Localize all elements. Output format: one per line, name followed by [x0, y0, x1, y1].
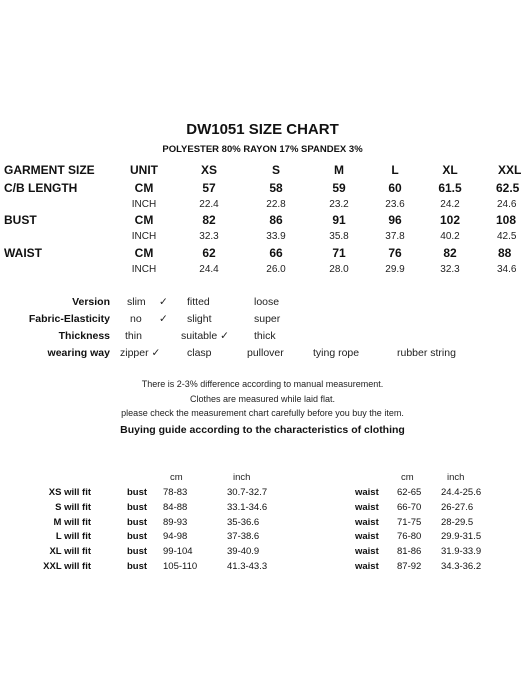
bust-cm-xl: 102 — [439, 213, 461, 227]
fit-waist-cm: 87-92 — [397, 561, 422, 572]
fit-waist-cm: 71-75 — [397, 517, 422, 528]
thickness-option: thin — [125, 330, 142, 342]
fit-bust-cm: 89-93 — [163, 517, 188, 528]
fit-bust-cm: 84-88 — [163, 502, 188, 513]
thickness-label: Thickness — [58, 330, 110, 342]
fit-bust-cm: 94-98 — [163, 531, 188, 542]
unit-cm: CM — [134, 213, 154, 227]
fit-bust-inch: 35-36.6 — [227, 517, 260, 528]
elasticity-label: Fabric-Elasticity — [28, 313, 110, 325]
bust-cm-l: 96 — [388, 213, 402, 227]
thickness-option: suitable ✓ — [181, 330, 229, 342]
measurement-note: please check the measurement chart carefully before you buy the item. — [121, 408, 404, 418]
garment-size-header: GARMENT SIZE — [4, 163, 95, 177]
bust-inch-xs: 32.3 — [199, 231, 219, 242]
fit-inch-header: inch — [447, 472, 465, 483]
wearing-way-label: wearing way — [47, 347, 110, 359]
fit-bust-cm: 78-83 — [163, 487, 188, 498]
elasticity-option: no — [130, 313, 142, 325]
wearing-option: zipper ✓ — [120, 347, 161, 359]
wearing-option: rubber string — [397, 347, 456, 359]
fit-waist-cm: 76-80 — [397, 531, 422, 542]
length-cm-l: 60 — [388, 181, 402, 195]
waist-cm-m: 71 — [332, 246, 346, 260]
bust-inch-xxl: 42.5 — [497, 231, 517, 242]
fit-waist-label: waist — [355, 561, 379, 572]
measurement-note: There is 2-3% difference according to manual measurement. — [141, 379, 384, 389]
fit-waist-label: waist — [355, 487, 379, 498]
fit-bust-inch: 39-40.9 — [227, 546, 260, 557]
measurement-note: Clothes are measured while laid flat. — [189, 394, 336, 404]
buying-guide-title: Buying guide according to the characteristics of clothing — [120, 424, 405, 436]
check-icon: ✓ — [159, 313, 168, 325]
fit-bust-inch: 41.3-43.3 — [227, 561, 268, 572]
wearing-option: tying rope — [313, 347, 360, 359]
fit-waist-inch: 28-29.5 — [441, 517, 474, 528]
fit-cm-header: cm — [401, 472, 414, 483]
length-cm-m: 59 — [332, 181, 346, 195]
waist-cm-l: 76 — [388, 246, 402, 260]
thickness-option: thick — [254, 330, 276, 342]
waist-inch-xxl: 34.6 — [497, 264, 517, 275]
waist-inch-l: 29.9 — [385, 264, 405, 275]
elasticity-option: super — [254, 313, 281, 325]
row-label-bust: BUST — [4, 213, 37, 227]
wearing-option: pullover — [247, 347, 284, 359]
size-header-s: S — [271, 163, 280, 177]
length-inch-xl: 24.2 — [440, 199, 460, 210]
waist-inch-xl: 32.3 — [440, 264, 460, 275]
fit-bust-cm: 99-104 — [163, 546, 193, 557]
length-inch-l: 23.6 — [385, 199, 405, 210]
waist-cm-xxl: 88 — [498, 246, 512, 260]
fit-waist-inch: 24.4-25.6 — [441, 487, 482, 498]
waist-cm-xl: 82 — [443, 246, 457, 260]
fit-waist-cm: 66-70 — [397, 502, 422, 513]
fit-waist-label: waist — [355, 502, 379, 513]
fit-bust-label: bust — [127, 487, 148, 498]
fit-row-label: S will fit — [55, 502, 91, 513]
size-header-l: L — [391, 163, 399, 177]
waist-cm-s: 66 — [269, 246, 283, 260]
fit-bust-label: bust — [127, 517, 148, 528]
fit-bust-inch: 33.1-34.6 — [227, 502, 268, 513]
fit-row-label: XS will fit — [48, 487, 91, 498]
fit-waist-inch: 29.9-31.5 — [441, 531, 482, 542]
size-header-xs: XS — [200, 163, 217, 177]
fit-waist-label: waist — [355, 531, 379, 542]
fit-row-label: M will fit — [53, 517, 91, 528]
fit-waist-label: waist — [355, 517, 379, 528]
fit-row-label: XL will fit — [49, 546, 91, 557]
version-option: fitted — [187, 296, 210, 308]
length-cm-xl: 61.5 — [438, 181, 462, 195]
elasticity-option: slight — [187, 313, 212, 325]
unit-inch: INCH — [131, 264, 157, 275]
version-label: Version — [72, 296, 110, 308]
unit-inch: INCH — [131, 231, 157, 242]
bust-inch-s: 33.9 — [266, 231, 286, 242]
length-inch-xxl: 24.6 — [497, 199, 517, 210]
fit-waist-label: waist — [355, 546, 379, 557]
size-header-xxl: XXL — [498, 163, 522, 177]
waist-inch-m: 28.0 — [329, 264, 349, 275]
wearing-option: clasp — [187, 347, 212, 359]
waist-inch-xs: 24.4 — [199, 264, 219, 275]
fit-waist-inch: 31.9-33.9 — [441, 546, 482, 557]
fit-bust-label: bust — [127, 546, 148, 557]
bust-inch-m: 35.8 — [329, 231, 349, 242]
bust-cm-m: 91 — [332, 213, 346, 227]
waist-cm-xs: 62 — [202, 246, 216, 260]
bust-cm-s: 86 — [269, 213, 283, 227]
unit-cm: CM — [134, 181, 154, 195]
bust-cm-xxl: 108 — [496, 213, 517, 227]
fit-row-label: XXL will fit — [43, 561, 91, 572]
length-inch-s: 22.8 — [266, 199, 286, 210]
fit-bust-inch: 37-38.6 — [227, 531, 260, 542]
unit-inch: INCH — [131, 199, 157, 210]
check-icon: ✓ — [159, 296, 168, 308]
fabric-composition: POLYESTER 80% RAYON 17% SPANDEX 3% — [162, 144, 363, 155]
fit-waist-inch: 26-27.6 — [441, 502, 474, 513]
fit-cm-header: cm — [170, 472, 183, 483]
version-option: slim — [127, 296, 146, 308]
fit-bust-label: bust — [127, 502, 148, 513]
fit-inch-header: inch — [233, 472, 251, 483]
length-cm-xxl: 62.5 — [496, 181, 520, 195]
fit-waist-inch: 34.3-36.2 — [441, 561, 482, 572]
length-inch-xs: 22.4 — [199, 199, 219, 210]
fit-waist-cm: 62-65 — [397, 487, 422, 498]
version-option: loose — [254, 296, 280, 308]
fit-bust-inch: 30.7-32.7 — [227, 487, 268, 498]
bust-inch-xl: 40.2 — [440, 231, 460, 242]
unit-cm: CM — [134, 246, 154, 260]
length-cm-xs: 57 — [202, 181, 216, 195]
unit-header: UNIT — [130, 163, 158, 177]
fit-waist-cm: 81-86 — [397, 546, 422, 557]
bust-inch-l: 37.8 — [385, 231, 405, 242]
length-inch-m: 23.2 — [329, 199, 349, 210]
fit-bust-label: bust — [127, 561, 148, 572]
bust-cm-xs: 82 — [202, 213, 216, 227]
row-label-length: C/B LENGTH — [4, 181, 78, 195]
page-title: DW1051 SIZE CHART — [186, 121, 339, 138]
row-label-waist: WAIST — [4, 246, 42, 260]
waist-inch-s: 26.0 — [266, 264, 286, 275]
fit-row-label: L will fit — [55, 531, 91, 542]
fit-bust-label: bust — [127, 531, 148, 542]
length-cm-s: 58 — [269, 181, 283, 195]
fit-bust-cm: 105-110 — [163, 561, 198, 572]
size-header-m: M — [334, 163, 344, 177]
size-header-xl: XL — [442, 163, 458, 177]
